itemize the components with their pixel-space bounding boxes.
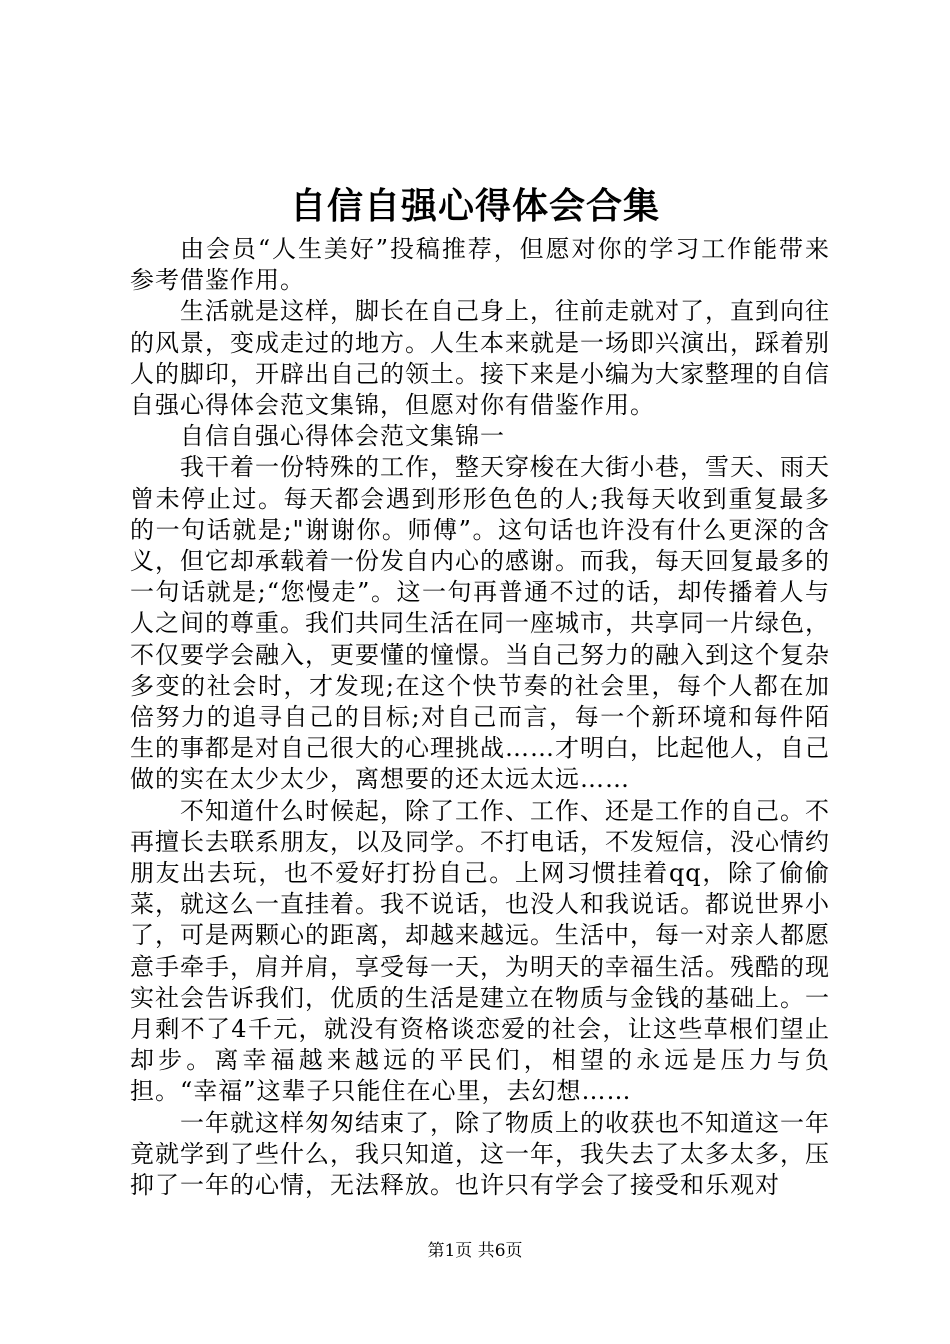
paragraph-body: 我干着一份特殊的工作，整天穿梭在大街小巷，雪天、雨天曾未停止过。每天都会遇到形形色色的人;我每天收到重复最多的一句话就是;"谢谢你。师傅”。这句话也许没有什么更深的含义，但它却承载着一份发自内心的感谢。而我，每天回复最多的一句话就是;“您慢走”。这一句再普通不过的话，却传播着人与人之间的尊重。我们共同生活在同一座城市，共享同一片绿色，不仅要学会融入，更要懂的憧憬。当自己努力的融入到这个复杂多变的社会时，才发现;在这个快节奏的社会里，每个人都在加倍努力的追寻自己的目标;对自己而言，每一个新环境和每件陌生的事都是对自己很大的心理挑战……才明白，比起他人，自己做的实在太少太少，离想要的还太远太远…… xyxy=(130,453,830,794)
page-number-footer: 第1页 共6页 xyxy=(427,1241,523,1261)
paragraph-body: 一年就这样匆匆结束了，除了物质上的收获也不知道这一年竟就学到了些什么，我只知道，这一年，我失去了太多太多，压抑了一年的心情，无法释放。也许只有学会了接受和乐观对 xyxy=(130,1108,830,1200)
paragraph-body: 不知道什么时候起，除了工作、工作、还是工作的自己。不再擅长去联系朋友，以及同学。不打电话，不发短信，没心情约朋友出去玩，也不爱好打扮自己。上网习惯挂着qq，除了偷偷菜，就这么一直挂着。我不说话，也没人和我说话。都说世界小了，可是两颗心的距离，却越来越远。生活中，每一对亲人都愿意手牵手，肩并肩，享受每一天，为明天的幸福生活。残酷的现实社会告诉我们，优质的生活是建立在物质与金钱的基础上。一月剩不了4千元，就没有资格谈恋爱的社会，让这些草根们望止却步。离幸福越来越远的平民们，相望的永远是压力与负担。“幸福”这辈子只能住在心里，去幻想…… xyxy=(130,796,830,1106)
document-title: 自信自强心得体会合集 xyxy=(289,186,660,227)
paragraph-intro: 由会员“人生美好”投稿推荐，但愿对你的学习工作能带来参考借鉴作用。 xyxy=(130,235,830,295)
document-body xyxy=(130,234,830,1201)
paragraph-preface: 生活就是这样，脚长在自己身上，往前走就对了，直到向往的风景，变成走过的地方。人生本来就是一场即兴演出，踩着别人的脚印，开辟出自己的领土。接下来是小编为大家整理的自信自强心得体会范文集锦，但愿对你有借鉴作用。 xyxy=(130,297,830,420)
section-heading: 自信自强心得体会范文集锦一 xyxy=(180,422,505,451)
